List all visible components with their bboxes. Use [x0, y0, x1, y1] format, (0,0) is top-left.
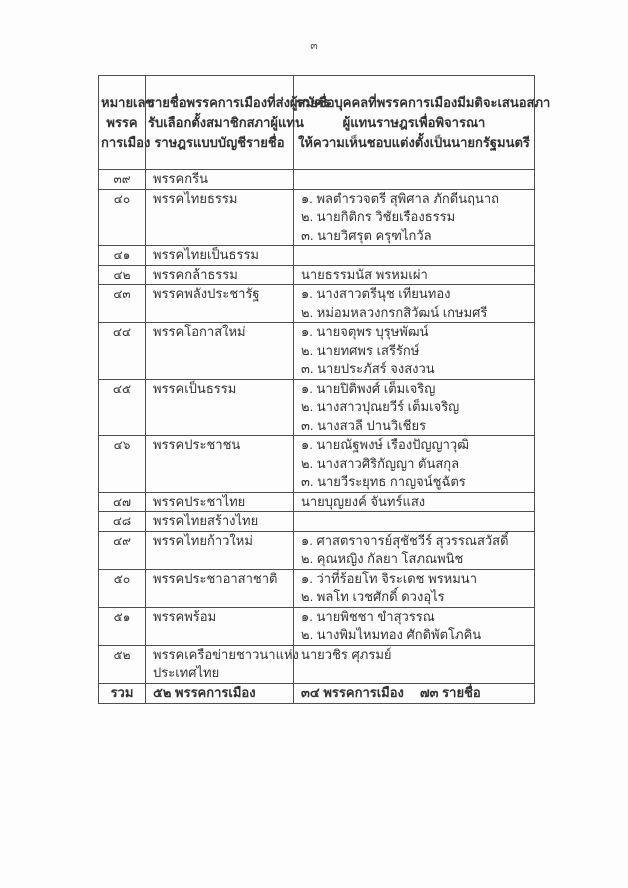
- header-line: รายชื่อบุคคลที่พรรคการเมืองมีมติจะเสนอสภา: [296, 94, 551, 110]
- candidate-line: นายวชิร ศุภรมย์: [301, 646, 392, 662]
- header-line: ผู้แทนราษฎรเพื่อพิจารณา: [342, 114, 486, 130]
- summary-names-count: ๗๓ รายชื่อ: [419, 684, 481, 700]
- party-number-cell: ๕๐: [99, 569, 146, 607]
- table-row: [99, 607, 535, 645]
- party-name-line: พรรคกรีน: [153, 171, 208, 186]
- table-row: [99, 265, 535, 285]
- candidates-cell: [294, 492, 535, 512]
- candidates-cell: [294, 323, 535, 380]
- party-number-cell: ๔๕: [99, 379, 146, 436]
- party-name-line: พรรคประชาชน: [153, 437, 241, 452]
- party-name-line: พรรคพร้อม: [153, 608, 217, 624]
- candidate-line: ๑. นายปิติพงศ์ เต็มเจริญ: [301, 380, 436, 396]
- party-name-cell: [146, 512, 294, 532]
- header-party-number: [99, 76, 155, 170]
- party-number-cell: ๔๓: [99, 285, 146, 323]
- party-name-cell: [146, 379, 294, 436]
- header-line: ให้ความเห็นชอบแต่งตั้งเป็นนายกรัฐมนตรี: [298, 134, 530, 150]
- header-line: หมายเลข: [101, 94, 155, 110]
- candidate-line: ๒. นางสาวปุณยวีร์ เต็มเจริญ: [301, 399, 460, 414]
- candidate-line: ๒. พลโท เวชศักดิ์ ดวงอุไร: [301, 589, 445, 604]
- table-row: [99, 189, 535, 246]
- party-number-cell: ๔๗: [99, 492, 146, 512]
- party-name-line: พรรคไทยธรรม: [153, 190, 238, 206]
- candidates-cell: [294, 265, 535, 285]
- candidate-line: ๑. นายณัฐพงษ์ เรืองปัญญาวุฒิ: [301, 437, 469, 452]
- summary-parties-count: ๓๔ พรรคการเมือง: [301, 684, 404, 700]
- candidate-line: ๑. พลตำรวจตรี สุพิศาล ภักดีนฤนาถ: [301, 190, 500, 206]
- party-name-line: พรรคประชาอาสาชาติ: [153, 570, 278, 586]
- party-name-cell: [146, 436, 294, 493]
- party-name-cell: [146, 246, 294, 266]
- candidate-line: นายธรรมนัส พรหมเผ่า: [301, 266, 428, 282]
- candidates-cell: [294, 645, 535, 683]
- table-row: [99, 436, 535, 493]
- candidate-line: ๓. นางสวลี ปานวิเชียร: [301, 417, 427, 433]
- summary-party-total: ๕๒ พรรคการเมือง: [146, 683, 294, 703]
- header-line: รายชื่อพรรคการเมืองที่ส่งผู้สมัคร: [148, 94, 330, 110]
- candidate-line: ๑. นายพิชชา ขำสุวรรณ: [301, 608, 435, 624]
- candidate-line: ๒. นางสาวศิริกัญญา ตันสกุล: [301, 455, 460, 471]
- party-number-cell: ๕๑: [99, 607, 146, 645]
- candidate-line: ๒. นายกิติกร วิชัยเรืองธรรม: [301, 209, 456, 224]
- candidate-line: ๒. นางพิมไหมทอง ศักดิพัตโภคิน: [301, 627, 482, 642]
- summary-label: รวม: [99, 683, 146, 703]
- candidate-line: ๑. นางสาวตรีนุช เทียนทอง: [301, 286, 451, 301]
- party-number-cell: ๔๙: [99, 531, 146, 569]
- party-name-line: พรรคไทยสร้างไทย: [153, 513, 259, 528]
- candidate-line: ๒. คุณหญิง กัลยา โสภณพนิช: [301, 551, 464, 566]
- page-number: ๓: [310, 40, 318, 52]
- candidates-cell: [294, 531, 535, 569]
- party-name-cell: [146, 645, 299, 683]
- table-row: [99, 246, 535, 266]
- candidates-cell: [294, 379, 535, 436]
- candidates-cell: [294, 436, 535, 493]
- party-name-cell: [146, 265, 294, 285]
- party-name-line: พรรคไทยเป็นธรรม: [153, 247, 260, 262]
- party-number-cell: ๔๔: [99, 323, 146, 380]
- party-name-cell: [146, 285, 294, 323]
- summary-row: [99, 683, 535, 703]
- party-number-cell: ๔๖: [99, 436, 146, 493]
- party-name-line: พรรคโอกาสใหม่: [153, 324, 246, 339]
- candidates-cell: [294, 170, 535, 190]
- party-name-cell: [146, 492, 294, 512]
- party-name-line: พรรคกล้าธรรม: [153, 266, 238, 282]
- party-number-cell: ๔๑: [99, 246, 146, 266]
- party-name-cell: [146, 607, 294, 645]
- table-row: [99, 323, 535, 380]
- header-line: การเมือง: [101, 134, 151, 150]
- candidate-line: ๒. นายทศพร เสรีรักษ์: [301, 342, 420, 358]
- party-name-line: ประเทศไทย: [153, 665, 220, 680]
- candidates-cell: [294, 512, 535, 532]
- table-row: [99, 645, 535, 683]
- candidates-cell: [294, 607, 535, 645]
- candidate-line: ๒. หม่อมหลวงกรกสิวัฒน์ เกษมศรี: [301, 304, 488, 320]
- party-name-line: พรรคเครือข่ายชาวนาแห่ง: [153, 646, 299, 662]
- candidate-line: ๑. ว่าที่ร้อยโท จิระเดช พรหมนา: [301, 570, 477, 586]
- party-name-line: พรรคพลังประชารัฐ: [153, 286, 260, 301]
- candidate-line: ๓. นายประภัสร์ จงสงวน: [301, 361, 435, 376]
- party-number-cell: ๕๒: [99, 645, 146, 683]
- candidates-cell: [294, 246, 535, 266]
- header-row: [99, 76, 535, 170]
- party-number-cell: ๔๒: [99, 265, 146, 285]
- candidate-line: ๑. ศาสตราจารย์สุชัชวีร์ สุวรรณสวัสดิ์: [301, 532, 509, 548]
- table-row: [99, 492, 535, 512]
- table-row: [99, 569, 535, 607]
- table-row: [99, 379, 535, 436]
- party-name-cell: [146, 531, 294, 569]
- candidate-line: ๓. นายวิศรุต ครุฑไกวัล: [301, 227, 432, 243]
- party-name-line: พรรคประชาไทย: [153, 493, 246, 509]
- summary-candidates-cell: [294, 683, 535, 703]
- party-number-cell: ๔๐: [99, 189, 146, 246]
- header-line: รับเลือกตั้งสมาชิกสภาผู้แทน: [148, 114, 304, 130]
- party-table: [98, 75, 551, 704]
- candidate-line: ๓. นายวีระยุทธ กาญจน์ชูฉัตร: [301, 474, 466, 489]
- party-name-cell: [146, 323, 294, 380]
- header-line: พรรค: [106, 114, 138, 130]
- party-name-cell: [146, 189, 294, 246]
- table-row: [99, 170, 535, 190]
- candidate-line: ๑. นายจตุพร บุรุษพัฒน์: [301, 324, 429, 339]
- candidate-line: นายบุญยงค์ จันทร์แสง: [301, 493, 426, 509]
- party-name-cell: [146, 569, 294, 607]
- party-name-line: พรรคเป็นธรรม: [153, 380, 237, 396]
- table-row: [99, 285, 535, 323]
- header-candidates: [294, 76, 551, 170]
- party-name-cell: [146, 170, 294, 190]
- party-number-cell: ๓๙: [99, 170, 146, 190]
- candidates-cell: [294, 285, 535, 323]
- party-name-line: พรรคไทยก้าวใหม่: [153, 532, 253, 548]
- header-party-name: [146, 76, 330, 170]
- table-row: [99, 531, 535, 569]
- table-row: [99, 512, 535, 532]
- candidates-cell: [294, 569, 535, 607]
- header-line: ราษฎรแบบบัญชีรายชื่อ: [154, 134, 285, 150]
- candidates-cell: [294, 189, 535, 246]
- party-number-cell: ๔๘: [99, 512, 146, 532]
